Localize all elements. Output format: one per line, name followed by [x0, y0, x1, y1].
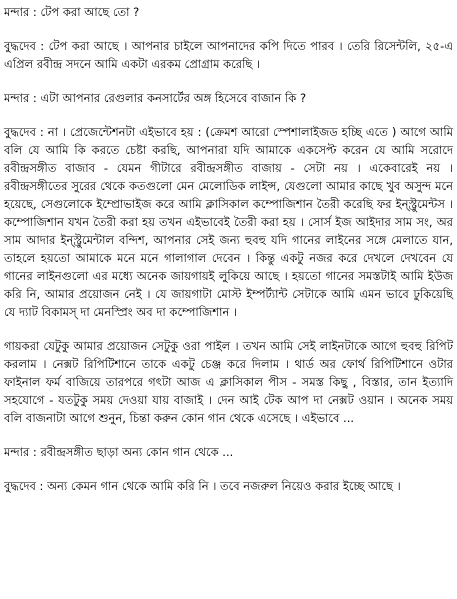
- paragraph-mandar-tape-question: মন্দার : টেপ করা আছে তো ?: [4, 5, 140, 19]
- paragraph-buddhadeb-nazrul-answer: বুদ্ধদেব : অন্য কেমন গান থেকে আমি করি নি । তবে নজরুল নিয়েও করার ইচ্ছে আছে ।: [4, 479, 401, 493]
- paragraph-gap: [4, 461, 453, 477]
- paragraph-gap: [4, 73, 453, 89]
- paragraph-gap: [4, 21, 453, 37]
- paragraph-mandar-concert-question: মন্দার : এটা আপনার রেগুলার কনসার্টের অঙ্গ হিসেবে বাজান কি ?: [4, 91, 307, 105]
- paragraph-gap: [4, 427, 453, 443]
- paragraph-buddhadeb-presentation-answer: বুদ্ধদেব : না । প্রেজেন্টেশনটা এইভাবে হয় : (ক্রেমশ আরো স্পেশালাইজড হচ্ছি এতে ) আগে আমি বলি যে আমি কি করতে চেষ্টা করছি, আপনারা যদি আমাকে একসেপ্ট করেন যে আমি সরোদে রবীন্দ্রসঙ্গীত বাজাব - যেমন গীটারে রবীন্দ্রসঙ্গীত বাজায় - সেটা নয় । একেবারেই নয় । রবীন্দ্রসঙ্গীতের সুরের থেকে কতগুলো মেন মেলোডিক লাইন্স, যেগুলো আমার কাছে খুব অসুন্দ মনে হয়েছে, সেগুলোকে ইম্প্রোভাইজ করে আমি ক্লাসিকাল কম্পোজিশান তৈরী করেছি ফর ইন্স্ট্রুমেন্টস । কম্পোজিশান যখন তৈরী করা হয় তখন এইভাবেই তৈরী করা হয় । সোর্স ইজ আইদার সাম সং, অর সাম আদার ইন্স্ট্রুমেন্টাল বন্দিশ, আপনার সেই জন্য হুবহু যদি গানের লাইনের সঙ্গে মেলাতে যান, তাহলে হয়তো আমাকে মনে মনে গালাগাল দেবেন । কিন্তু একটু নজর করে দেখলে দেখবেন যে গানের লাইনগুলো এর মধ্যে অনেক জায়গায়ই লুকিয়ে আছে । হয়তো গানের সমস্তটাই আমি ইউজ করি নি, আমার প্রয়োজন নেই । যে জায়গাটা মোস্ট ইম্পর্ট্যান্ট সেটাকে আমি এমন ভাবে ঢুকিয়েছি যে দ্যাট বিকামস্ দা মেনস্প্রিং অব দা কম্পোজিশান ।: [4, 125, 453, 319]
- paragraph-mandar-other-songs-question: মন্দার : রবীন্দ্রসঙ্গীত ছাড়া অন্য কোন গান থেকে ...: [4, 445, 234, 459]
- paragraph-gap: [4, 107, 453, 123]
- paragraph-buddhadeb-tape-answer: বুদ্ধদেব : টেপ করা আছে । আপনার চাইলে আপনাদের কপি দিতে পারব । তেরি রিসেন্টলি, ২৫-এ এপ্রিল রবীন্দ্র সদনে আমি একটা এরকম প্রোগ্রাম করেছি ।: [4, 39, 453, 71]
- paragraph-singers-repetition: গায়করা যেটুকু আমার প্রয়োজন সেটুকু ওরা পাইল । তখন আমি সেই লাইনটাকে আগে হুবহু রিপিট করলাম । নেক্সট রিপিটিশানে তাকে একটু চেঞ্জ করে দিলাম । থার্ড অর ফোর্থ রিপিটিশানে ওটার ফাইনাল ফর্ম বাজিয়ে তারপরে গৎটা আজ এ ক্লাসিকাল পীস - সমস্ত কিছু , বিস্তার, তান ইত্যাদি সহযোগে - যতটুকু সময় দেওয়া যায় বাজাই । দেন আই টেক আপ দা নেক্সট ওয়ান । অনেক সময় বলি বাজনাটা আগে শুনুন, চিন্তা করুন কোন গান থেকে এসেছে । এইভাবে ...: [4, 339, 453, 425]
- paragraph-gap: [4, 321, 453, 337]
